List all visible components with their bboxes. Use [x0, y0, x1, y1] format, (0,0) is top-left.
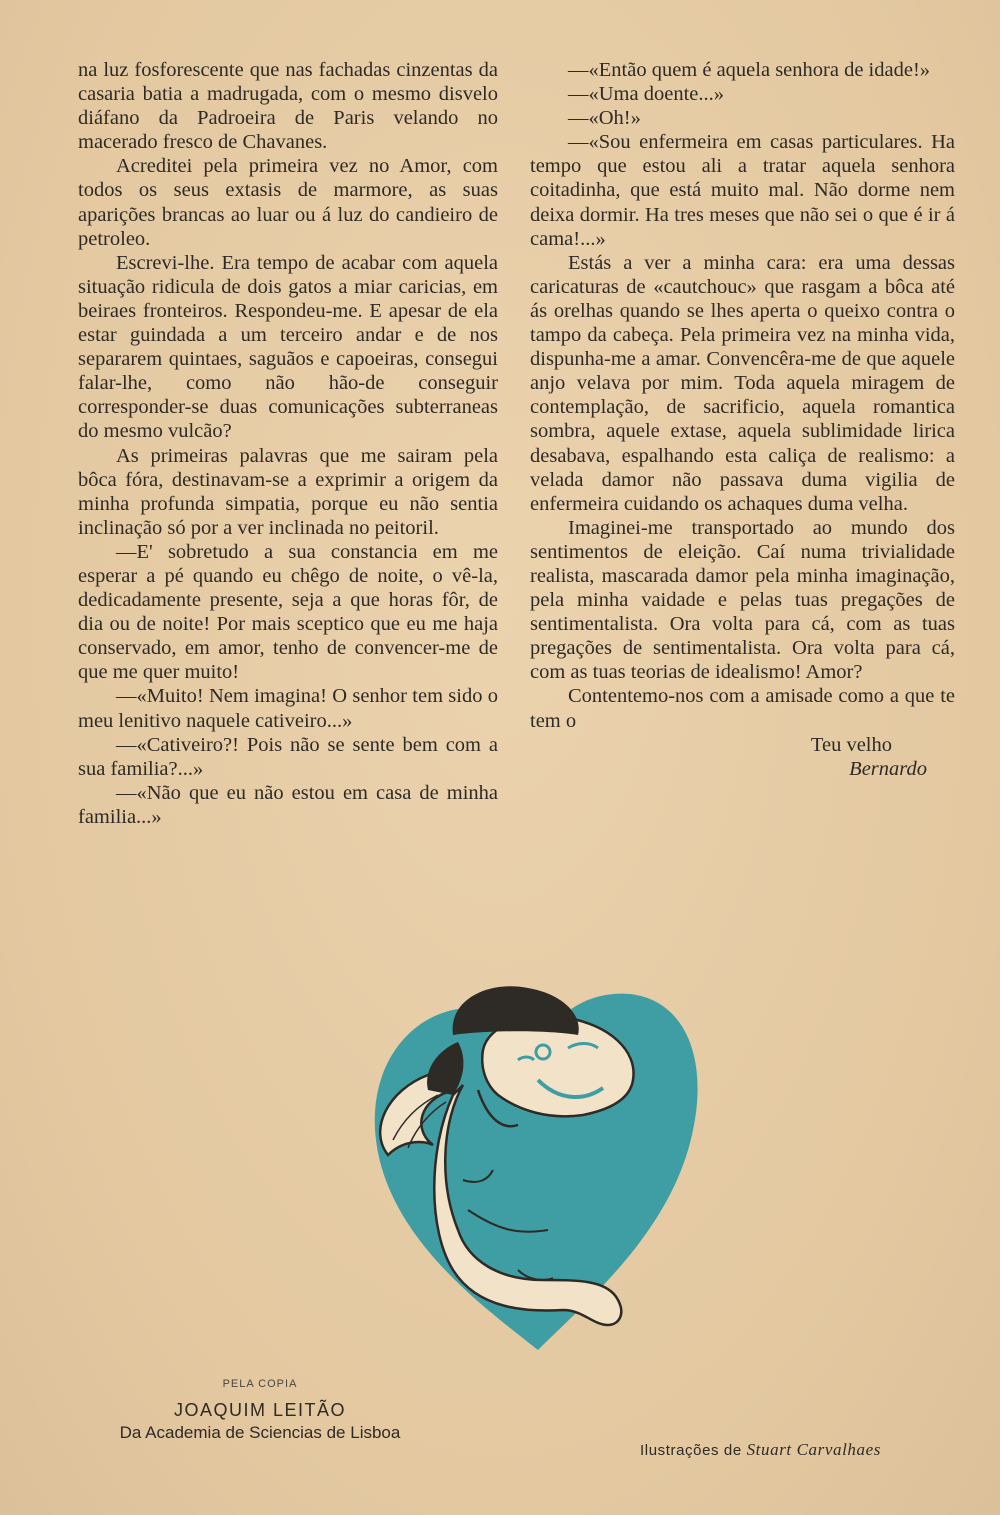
paragraph: Estás a ver a minha cara: era uma dessas caricaturas de «cautchouc» que rasgam a bôca até ás orelhas quando se lhes aperta o queixo contra o tampo da cabeça. Pela primeira vez na minha vida, dispunha-me a amar. Convencêra-me de que aquele anjo velava por mim. Toda aquela miragem de contemplação, de sacrificio, aquela romantica sombra, aquele extase, aquela sublimidade lirica desabava, espalhando esta caliça de realismo: a velada damor não passava duma vigilia de enfermeira cuidando os achaques duma velha. [530, 251, 955, 515]
paragraph: Imaginei-me transportado ao mundo dos sentimentos de eleição. Caí numa trivialidade realista, mascarada damor pela minha imaginação, pela minha vaidade e pelas tuas pregações de sentimentalista. Ora volta para cá, com as tuas pregações de sentimentalista. Ora volta para cá, com as tuas teorias de idealismo! Amor? [530, 516, 955, 684]
copy-affiliation: Da Academia de Sciencias de Lisboa [119, 1423, 401, 1442]
illustrations-label: Ilustrações de [640, 1442, 742, 1459]
paragraph: —«Muito! Nem imagina! O senhor tem sido o meu lenitivo naquele cativeiro...» [78, 685, 498, 732]
bowler-hat [453, 986, 579, 1035]
paragraph: Acreditei pela primeira vez no Amor, com todos os seus extasis de marmore, as suas aparições brancas ao luar ou á luz do candieiro de petroleo. [78, 155, 498, 250]
copy-label: PELA COPIA [222, 1378, 298, 1390]
signoff-line: Teu velho [810, 733, 892, 756]
paragraph: As primeiras palavras que me sairam pela bôca fóra, destinavam-se a exprimir a origem da minha profunda simpatia, porque eu não sentia inclinação só por a ver inclinada no peitoril. [78, 444, 498, 539]
paragraph: —«Então quem é aquela senhora de idade!» [568, 59, 931, 81]
paragraph: —«Sou enfermeira em casas particulares. Ha tempo que estou ali a tratar aquela senhora coitadinha, que está muito mal. Não dorme nem deixa dormir. Ha tres meses que não sei o que é ir á cama!...» [530, 131, 955, 250]
cupid-illustration [368, 980, 708, 1370]
paragraph: —«Uma doente...» [568, 83, 724, 106]
signature: Bernardo [849, 757, 927, 780]
copy-name: JOAQUIM LEITÃO [173, 1400, 347, 1420]
paragraph: —«Não que eu não estou em casa de minha familia...» [78, 781, 498, 828]
paragraph: na luz fosforescente que nas fachadas cinzentas da casaria batia a madrugada, com o mesmo disvelo diáfano da Padroeira de Paris velando no macerado fresco de Chavanes. [78, 59, 498, 154]
paragraph: Contentemo-nos com a amisade como a que te tem o [530, 685, 955, 732]
paragraph: Escrevi-lhe. Era tempo de acabar com aquela situação ridicula de dois gatos a miar caricias, em beiraes fronteiros. Respondeu-me. E apesar de ela estar guindada a um terceiro andar e de nos separarem quintaes, saguãos e capoeiras, consegui falar-lhe, como não hão-de conseguir corresponder-se duas comunicações subterraneas do mesmo vulcão? [78, 251, 498, 443]
left-text-column [78, 58, 498, 829]
illustrator-name: Stuart Carvalhaes [746, 1440, 881, 1459]
paragraph: —E' sobretudo a sua constancia em me esperar a pé quando eu chêgo de noite, o vê-la, dedicadamente presente, seja a que horas fôr, de dia ou de noite! Por mais sceptico que eu me haja conservado, em amor, tenho de convencer-me de que me quer muito! [78, 540, 498, 684]
right-text-column [530, 58, 955, 781]
copy-credit [100, 1378, 420, 1443]
paragraph: —«Oh!» [568, 107, 641, 130]
illustration-credit [640, 1440, 930, 1460]
paragraph: —«Cativeiro?! Pois não se sente bem com a sua familia?...» [78, 733, 498, 780]
